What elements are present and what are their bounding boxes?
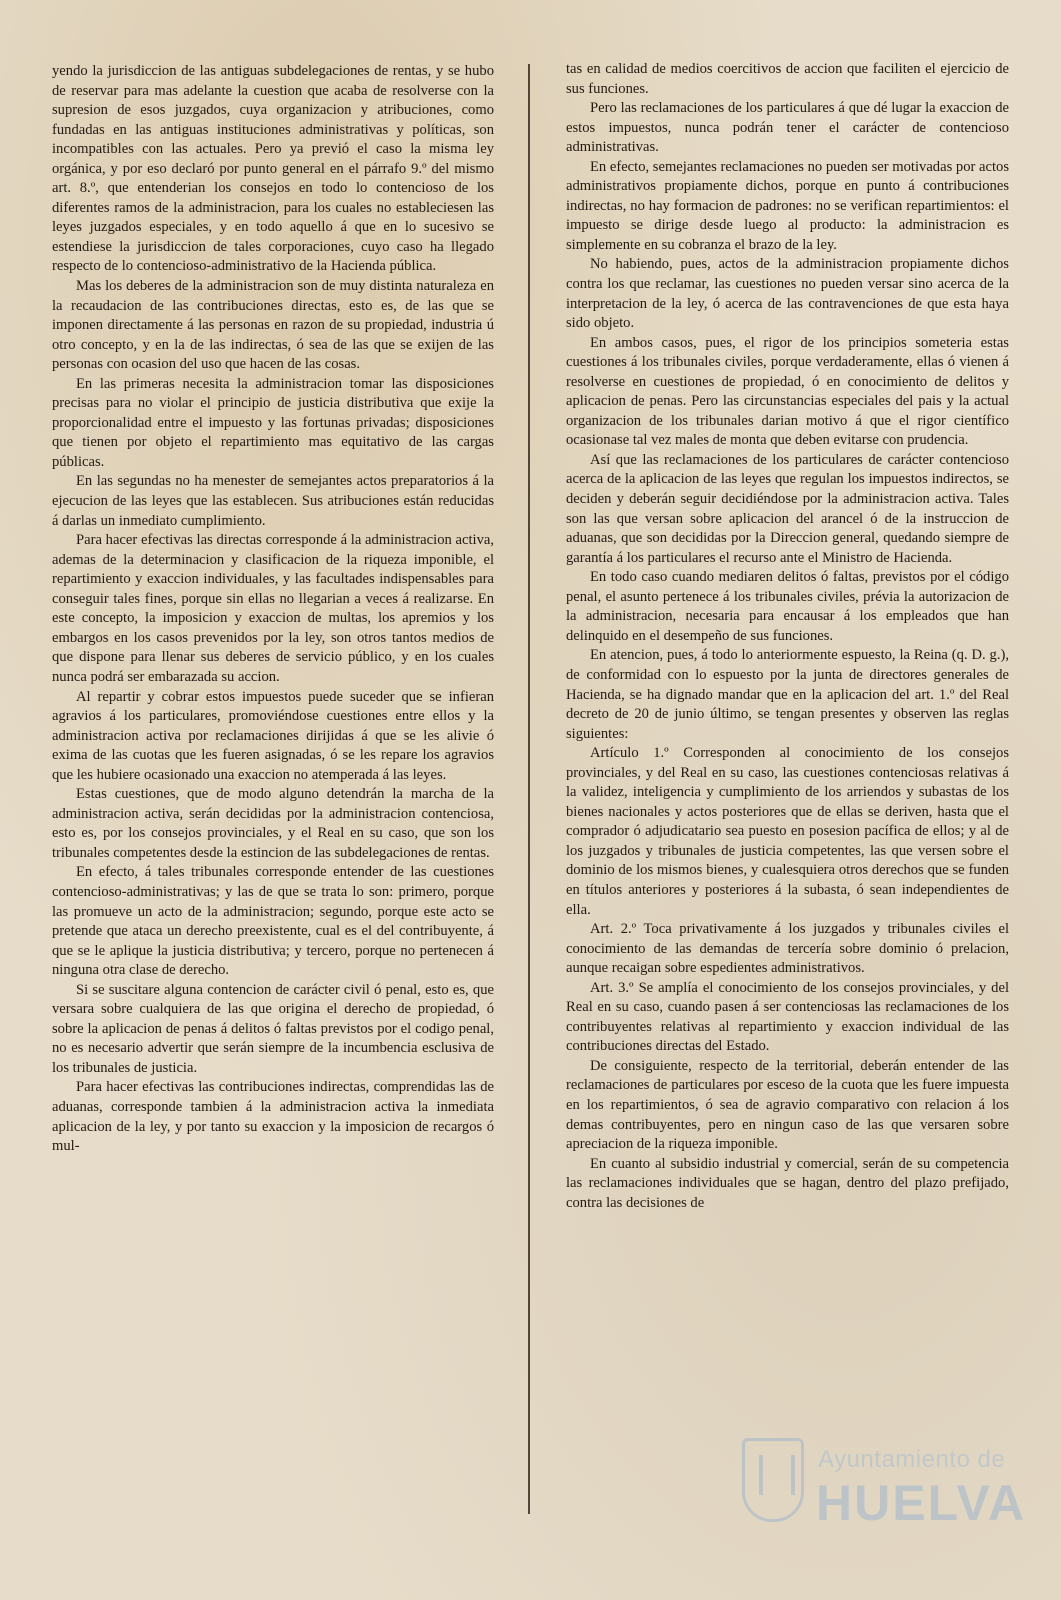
paragraph: Estas cuestiones, que de modo alguno detendrán la marcha de la administracion activa, serán decididas por la administracion contenciosa, esto es, por los consejos provinciales, y el Real en su caso, que son los tribunales competentes desde la estincion de las subdelegaciones de rentas. [52,786,494,861]
paragraph: En efecto, semejantes reclamaciones no pueden ser motivadas por actos administrativos propiamente dichos, porque en punto á contribuciones indirectas, no hay formacion de padrones: no se verifican repartimientos: el impuesto se dirige desde luego al producto: la administracion es simplemente en su cobranza el brazo de la ley. [566,158,1010,253]
paragraph: Art. 3.º Se amplía el conocimiento de los consejos provinciales, y del Real en su caso, cuando pasen á ser contenciosas las reclamaciones de los contribuyentes relativas al repartimiento y exaccion individual de las contribuciones directas del Estado. [566,979,1009,1055]
column-divider [528,64,530,1514]
paragraph: En las segundas no ha menester de semejantes actos preparatorios á la ejecucion de las leyes que las establecen. Sus atribuciones están reducidas á darlas un inmediato cumplimiento. [52,473,494,529]
paragraph: tas en calidad de medios coercitivos de accion que faciliten el ejercicio de sus funciones. [566,61,1009,97]
paragraph: Para hacer efectivas las contribuciones indirectas, comprendidas las de aduanas, corresponde tambien á la administracion activa la inmediata aplicacion de la ley, y por tanto su exaccion y la imposicion de recargos ó mul- [52,1079,494,1155]
paragraph: yendo la jurisdiccion de las antiguas subdelegaciones de rentas, y se hubo de reservar para mas adelante la cuestion que acaba de resolverse con la supresion de esos juzgados, cuya organizacion y atribuciones, como fundadas en las antiguas instituciones administrativas y políticas, son incompatibles con las actuales. Pero ya previó el caso la misma ley orgánica, y por eso declaró por punto general en el párrafo 9.º del mismo art. 8.º, que entenderian los consejos en todo lo contencioso de los diferentes ramos de la administracion, para los cuales no estableciesen las leyes juzgados especiales, y en todo aquello á que en lo sucesivo se estendiese la jurisdiccion de tales corporaciones, cuyo caso ha llegado respecto de lo contencioso-administrativo de la Hacienda pública. [52,63,494,275]
watermark-line2: HUELVA [816,1475,1027,1531]
paragraph: En cuanto al subsidio industrial y comercial, serán de su competencia las reclamaciones individuales que se hagan, dentro del plazo prefijado, contra las decisiones de [566,1155,1009,1211]
paragraph: Artículo 1.º Corresponden al conocimiento de los consejos provinciales, y del Real en su caso, las cuestiones contenciosas relativas á la validez, inteligencia y cumplimiento de los arriendos y subastas de los bienes nacionales y actos posteriores que de ellas se deriven, hasta que el comprador ó adjudicatario sea puesto en posesion pacífica de ellos; y al de los juzgados y tribunales de justicia competentes, las que versen sobre el dominio de los mismos bienes, y cualesquiera otros derechos que se funden en títulos anteriores y posteriores á la subasta, ó sean independientes de ella. [566,745,1009,918]
paragraph: En todo caso cuando mediaren delitos ó faltas, previstos por el código penal, el asunto pertenece á los tribunales civiles, prévia la autorizacion de la administracion, necesaria para encausar á los empleados que han delinquido en el desempeño de sus funciones. [566,569,1009,644]
paragraph: No habiendo, pues, actos de la administracion propiamente dichos contra los que reclamar, las cuestiones no pueden versar sino acerca de la interpretacion de la ley, ó acerca de las contravenciones de que esta haya sido objeto. [566,256,1009,332]
paragraph: Al repartir y cobrar estos impuestos puede suceder que se infieran agravios á los particulares, promoviéndose cuestiones entre ellos y la administracion activa por reclamaciones dirijidas á que se les alivie ó exima de las cuotas que les fueren asignadas, ó se les repare los agravios que les hubiere ocasionado una exaccion no atemperada á las leyes. [52,688,494,783]
left-text-column [52,62,494,1157]
paragraph: Para hacer efectivas las directas corresponde á la administracion activa, ademas de la determinacion y clasificacion de la riqueza imponible, el repartimiento y exaccion individuales, y las facultades indispensables para conseguir tales fines, porque sin ellas no llegarian a veces á realizarse. En este concepto, la imposicion y exaccion de multas, los apremios y los embargos en los casos prevenidos por la ley, son otros tantos medios de que dispone para llenar sus deberes de servicio público, y en los cuales nunca podrá ser embarazada su accion. [52,532,494,685]
paragraph: De consiguiente, respecto de la territorial, deberán entender de las reclamaciones de particulares por esceso de la cuota que les fuere impuesta en los repartimientos, ó sea de agravio comparativo con relacion á los demas contribuyentes, pero en ningun caso de las que versaren sobre apreciacion de la riqueza imponible. [566,1057,1009,1153]
coat-of-arms-icon [742,1438,804,1522]
paragraph: En las primeras necesita la administracion tomar las disposiciones precisas para no violar el principio de justicia distributiva que exije la proporcionalidad entre el impuesto y las fortunas privadas; disposiciones que tienen por objeto el repartimiento mas equitativo de las cargas públicas. [52,375,494,470]
paragraph: En atencion, pues, á todo lo anteriormente espuesto, la Reina (q. D. g.), de conformidad con lo espuesto por la junta de directores generales de Hacienda, se ha dignado mandar que en la aplicacion del art. 1.º del Real decreto de 20 de junio último, se tengan presentes y observen las reglas siguientes: [566,647,1009,742]
paragraph: Así que las reclamaciones de los particulares de carácter contencioso acerca de la aplicacion de las leyes que regulan los impuestos indirectos, se deciden y deberán seguir decidiéndose por la administracion activa. Tales son las que versan sobre aplicacion del arancel ó de la instruccion de aduanas, que son decididas por la Direccion general, quedando siempre de garantía á los particulares el recurso ante el Ministro de Hacienda. [566,451,1009,566]
watermark-line1: Ayuntamiento de [818,1446,1006,1473]
paragraph: Pero las reclamaciones de los particulares á que dé lugar la exaccion de estos impuestos, nunca podrán tener el carácter de contencioso administrativas. [566,100,1009,156]
paragraph: Si se suscitare alguna contencion de carácter civil ó penal, esto es, que versara sobre cualquiera de las que origina el derecho de propiedad, ó sobre la aplicacion de penas á delitos ó faltas previstos por el codigo penal, no es necesario advertir que serán siempre de la incumbencia esclusiva de los tribunales de justicia. [52,981,494,1076]
right-text-column [566,60,1009,1213]
paragraph: En efecto, á tales tribunales corresponde entender de las cuestiones contencioso-administrativas; y las de que se trata lo son: primero, porque las promueve un acto de la administracion; segundo, porque este acto se pretende que ataca un derecho preexistente, cual es el del contribuyente, á que se le aplique la justicia distributiva; y tercero, porque no pertenecen á ninguna otra clase de derecho. [52,864,494,979]
ayuntamiento-huelva-watermark [742,1432,1042,1582]
paragraph: En ambos casos, pues, el rigor de los principios someteria estas cuestiones á los tribunales civiles, porque verdaderamente, ellas ó vienen á resolverse en cuestiones de propiedad, ó en conocimiento de delitos y aplicacion de penas. Pero las circunstancias especiales del pais y la actual organizacion de los tribunales darian motivo á que el rigor científico ocasionase tal vez males de monta que deben evitarse con prudencia. [566,334,1009,449]
paragraph: Mas los deberes de la administracion son de muy distinta naturaleza en la recaudacion de las contribuciones directas, esto es, de las que se imponen directamente á las personas en razon de su propiedad, industria ú otro concepto, y en la de las indirectas, ó sea de las que se exijen de las personas con ocasion del uso que hacen de las cosas. [52,278,494,373]
paragraph: Art. 2.º Toca privativamente á los juzgados y tribunales civiles el conocimiento de las demandas de tercería sobre dominio ó prelacion, aunque recaigan sobre espedientes administrativos. [566,921,1009,977]
